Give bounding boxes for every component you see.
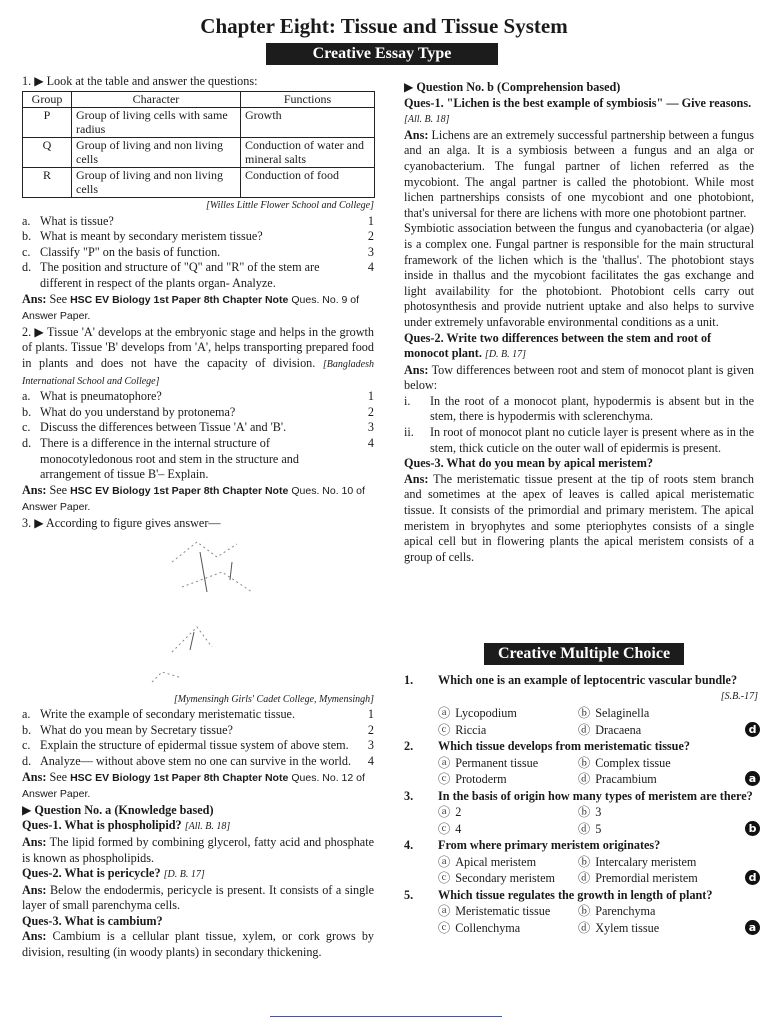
- knowledge-q1: Ques-1. What is phospholipid? [All. B. 18]: [22, 818, 231, 833]
- stem-figure: [22, 532, 374, 692]
- footer-rule: [270, 1016, 502, 1017]
- q1-sub-c: c. Classify "P" on the basis of function. 3: [22, 244, 374, 259]
- q2-sub-a: a. What is pneumatophore? 1: [22, 389, 374, 404]
- right-column: [404, 80, 754, 565]
- comp-a2: Ans: Tow differences between root and stem of monocot plant is given below:: [404, 362, 755, 393]
- comp-a2-point-1: i. In the root of a monocot plant, hypodermis is absent but in the stem, there is hypodermis with sclerenchyma.: [404, 393, 754, 424]
- mcq-item: 4. From where primary meristem originates? ⓐ Apical meristem ⓑ Intercalary meristem ⓒ Secondary meristem ⓓ Premordial meristem d: [404, 837, 758, 887]
- knowledge-a1: Ans: The lipid formed by combining glycerol, fatty acid and phosphate is known as phospholipids.: [22, 834, 374, 865]
- mcq-item: 2. Which tissue develops from meristematic tissue? ⓐ Permanent tissue ⓑ Complex tissue ⓒ Protoderm ⓓ Pracambium a: [404, 738, 758, 788]
- q2-heading: 2. ▶ Tissue 'A' develops at the embryonic stage and helps in the growth of plants. Tissue 'B' develops from 'A', helps transporting prepared food in plants and does not have the capacity of division. [Bangladesh International School and College]: [22, 324, 375, 387]
- q1-sub-a: a. What is tissue? 1: [22, 213, 374, 228]
- q1-heading: 1. ▶ Look at the table and answer the questions:: [22, 74, 258, 88]
- comp-a3: Ans: The meristematic tissue present at the tip of roots stem branch and sometimes at the apex of leaves is called apical meristematic tissue. It consists of the primordial and primary meristem. The apical meristem in bryophytes and some pteriophytes consists of a single apical cell but in flowering plants the apical meristem consists of a group of cells.: [404, 471, 754, 564]
- q1-source: [Willes Little Flower School and College]: [205, 200, 374, 212]
- q3-heading: 3. ▶ According to figure gives answer—: [22, 515, 221, 530]
- answer-badge: a: [745, 920, 760, 935]
- answer-badge: a: [745, 771, 760, 786]
- comp-q2: Ques-2. Write two differences between the stem and root of monocot plant. [D. B. 17]: [404, 330, 712, 361]
- comp-a1-p1: Ans: Lichens are an extremely successful partnership between a fungus and an alga. It is a symbiosis between a fungus and an alga or cyanobacterium. The fungal partner of lichen referred as the mycobiont. The angal partner is called the photobiont. While most lichen partnerships consists of one mycobiont and one photobiont, that's universal for there are lichens with more one photobiont partner.: [404, 127, 754, 220]
- q1-answer-ref: Ans: See HSC EV Biology 1st Paper 8th Chapter Note Ques. No. 9 of Answer Paper.: [22, 291, 360, 323]
- q3-answer-ref: Ans: See HSC EV Biology 1st Paper 8th Chapter Note Ques. No. 12 of Answer Paper.: [22, 769, 365, 801]
- left-column: [22, 74, 374, 961]
- comprehension-heading: ▶ Question No. b (Comprehension based): [404, 80, 621, 94]
- q2-sub-d: d. There is a difference in the internal structure of monocotyledonous root and stem in the structure and arrangement of tissue B'– Explain. 4: [22, 436, 374, 482]
- q3-source: [Mymensingh Girls' Cadet College, Mymensingh]: [173, 693, 374, 705]
- knowledge-a3: Ans: Cambium is a cellular plant tissue, xylem, or cork grows by division, resulting (in woody plants) in secondary thickening.: [22, 929, 375, 960]
- page-title: Chapter Eight: Tissue and Tissue System: [200, 14, 568, 38]
- q3-sub-a: a. Write the example of secondary meristematic tissue. 1: [22, 707, 374, 722]
- mcq-item: 5. Which tissue regulates the growth in length of plant? ⓐ Meristematic tissue ⓑ Parenchyma ⓒ Collenchyma ⓓ Xylem tissue a: [404, 887, 758, 937]
- table-row: P Group of living cells with same radius Growth: [23, 108, 375, 138]
- knowledge-q2: Ques-2. What is pericycle? [D. B. 17]: [22, 866, 205, 881]
- table-row: Q Group of living and non living cells Conduction of water and mineral salts: [23, 138, 375, 168]
- q3-sub-c: c. Explain the structure of epidermal tissue system of above stem. 3: [22, 738, 374, 753]
- knowledge-q3: Ques-3. What is cambium?: [22, 913, 163, 928]
- mcq-item: 1. Which one is an example of leptocentric vascular bundle? [S.B.-17] ⓐ Lycopodium ⓑ Selaginella ⓒ Riccia ⓓ Dracaena d: [404, 673, 758, 737]
- q1-sub-b: b. What is meant by secondary meristem tissue? 2: [22, 229, 374, 244]
- answer-badge: d: [745, 722, 760, 737]
- table-header: Group: [23, 91, 72, 108]
- q2-sub-b: b. What do you understand by protonema? 2: [22, 404, 374, 419]
- section-banner-mcq: Creative Multiple Choice: [484, 643, 684, 665]
- q1-sub-d: d. The position and structure of "Q" and "R" of the stem are different in respect of the plants organ- Analyze. 4: [22, 260, 374, 291]
- knowledge-heading: ▶ Question No. a (Knowledge based): [22, 802, 214, 817]
- table-row: R Group of living and non living cells Conduction of food: [23, 168, 375, 198]
- table-header: Functions: [241, 91, 375, 108]
- q2-answer-ref: Ans: See HSC EV Biology 1st Paper 8th Chapter Note Ques. No. 10 of Answer Paper.: [22, 482, 365, 514]
- comp-a1-p2: Symbiotic association between the fungus and cyanobacteria (or algae) is a complex one. Fungal partner is responsible for the main structural framework of the lichen which is the 'thallus'. The photobiont stays inside in thallus and the mycobiont facilitates the gas exchange and light availability for the photobiont. Photobiont cells carry out photosynthesis and provide nutrient uptake and also helps to survive under extremely unfavorable environmental conditions as a unit.: [404, 221, 754, 329]
- knowledge-a2: Ans: Below the endodermis, pericycle is present. It consists of a single layer of small parenchyma cells.: [22, 882, 375, 913]
- q2-sub-c: c. Discuss the differences between Tissue 'A' and 'B'. 3: [22, 420, 374, 435]
- comp-q3: Ques-3. What do you mean by apical meristem?: [404, 456, 653, 471]
- mcq-item: 3. In the basis of origin how many types of meristem are there? ⓐ 2 ⓑ 3 ⓒ 4 ⓓ 5 b: [404, 788, 758, 838]
- mcq-list: [404, 672, 758, 936]
- answer-badge: b: [745, 821, 760, 836]
- group-table: [22, 91, 375, 199]
- section-banner-essay: Creative Essay Type: [266, 43, 498, 65]
- figure-sketch: [22, 532, 374, 692]
- answer-badge: d: [745, 870, 760, 885]
- comp-q1: Ques-1. "Lichen is the best example of symbiosis" — Give reasons. [All. B. 18]: [404, 95, 752, 126]
- q3-sub-d: d. Analyze— without above stem no one can survive in the world. 4: [22, 753, 374, 768]
- q3-sub-b: b. What do you mean by Secretary tissue? 2: [22, 722, 374, 737]
- comp-a2-point-2: ii. In root of monocot plant no cuticle layer is present where as in the stem, thick cuticle on the outer wall of epidermis is present.: [404, 425, 754, 455]
- table-header: Character: [72, 91, 241, 108]
